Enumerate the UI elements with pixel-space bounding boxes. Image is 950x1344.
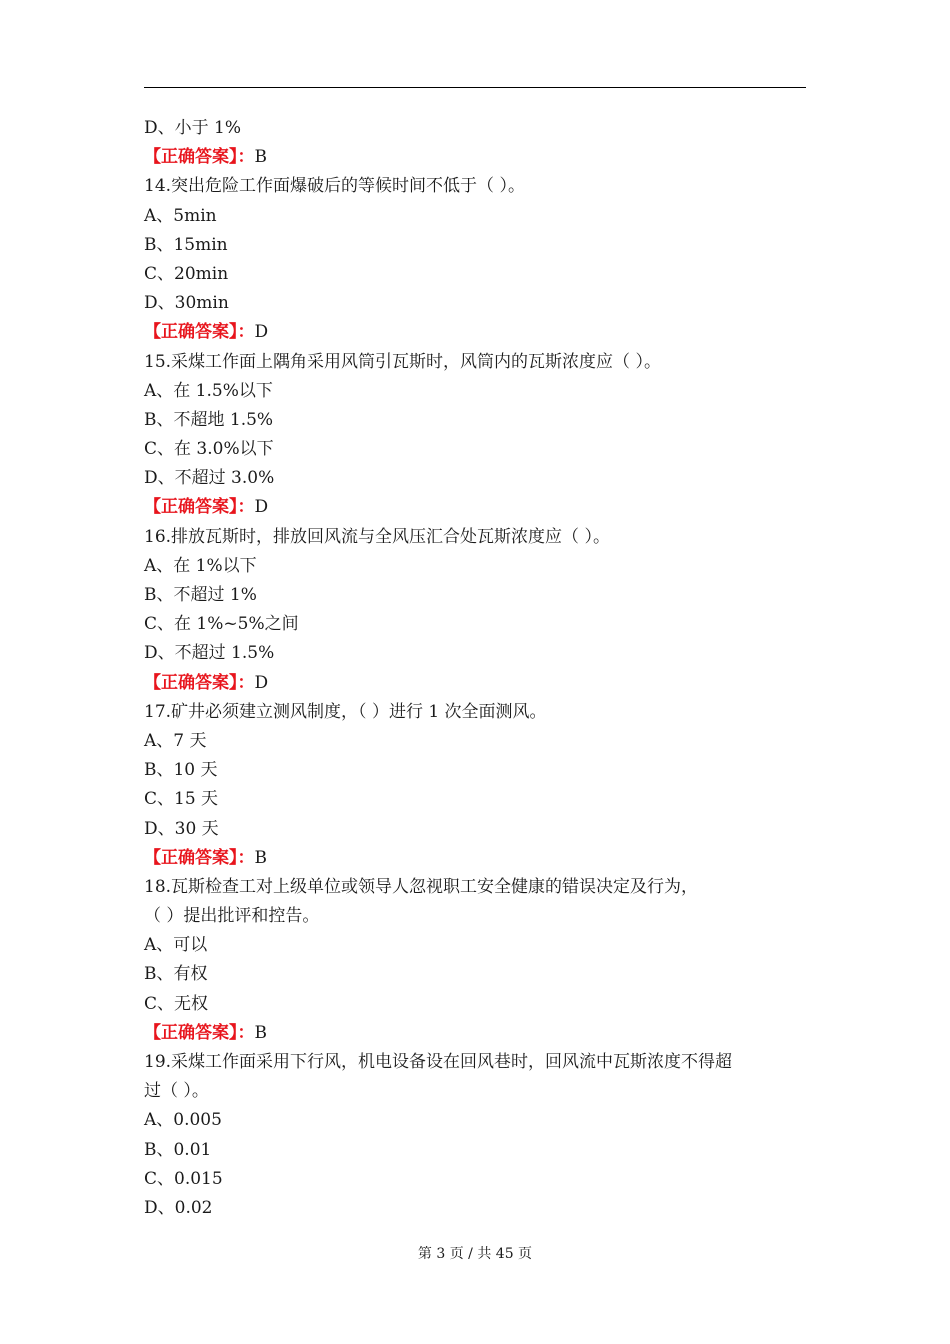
answer-option: D、小于 1%	[144, 118, 242, 138]
answer-label: 【正确答案】：	[144, 847, 255, 868]
answer-value: D	[254, 672, 269, 693]
answer-option: A、0.005	[144, 1110, 222, 1131]
answer-value: B	[254, 1022, 267, 1043]
question-text: 18.瓦斯检查工对上级单位或领导人忽视职工安全健康的错误决定及行为，	[144, 876, 699, 897]
correct-answer-line	[144, 1019, 806, 1048]
question-text: （ ）提出批评和控告。	[144, 906, 320, 927]
answer-option: A、在 1%以下	[144, 555, 257, 576]
answer-option: D、不超过 3.0%	[144, 468, 275, 489]
answer-option: C、0.015	[144, 1168, 223, 1189]
answer-label: 【正确答案】：	[144, 322, 255, 343]
answer-value: B	[254, 147, 267, 168]
answer-option: A、7 天	[144, 730, 207, 751]
answer-option: B、有权	[144, 964, 208, 985]
answer-option: B、0.01	[144, 1139, 212, 1160]
answer-option: D、30 天	[144, 818, 219, 839]
answer-label: 【正确答案】：	[144, 497, 255, 518]
answer-option: C、20min	[144, 263, 229, 284]
answer-option: B、15min	[144, 234, 228, 255]
answer-option: D、30min	[144, 293, 229, 314]
question-text: 19.采煤工作面采用下行风，机电设备设在回风巷时，回风流中瓦斯浓度不得超	[144, 1052, 733, 1072]
answer-option: D、不超过 1.5%	[144, 643, 275, 664]
document-body	[144, 114, 806, 1223]
answer-option: C、在 3.0%以下	[144, 439, 274, 460]
question-text: 过（ ）。	[144, 1081, 209, 1102]
answer-option: D、0.02	[144, 1197, 213, 1218]
answer-label: 【正确答案】：	[144, 147, 255, 168]
answer-value: D	[254, 497, 269, 518]
answer-option: A、在 1.5%以下	[144, 380, 273, 401]
answer-option: C、无权	[144, 993, 209, 1014]
header-rule	[144, 87, 806, 88]
answer-option: C、15 天	[144, 789, 219, 810]
answer-value: D	[254, 322, 269, 343]
answer-option: A、可以	[144, 935, 208, 956]
answer-option: A、5min	[144, 205, 217, 226]
correct-answer-line	[144, 143, 806, 172]
question-text: 17.矿井必须建立测风制度，（ ）进行 1 次全面测风。	[144, 701, 547, 722]
question-text: 14.突出危险工作面爆破后的等候时间不低于（ ）。	[144, 176, 525, 197]
correct-answer-line	[144, 669, 806, 698]
answer-option: B、不超地 1.5%	[144, 409, 274, 430]
answer-option: B、10 天	[144, 760, 218, 781]
answer-option: C、在 1%~5%之间	[144, 614, 299, 635]
question-text: 15.采煤工作面上隅角采用风筒引瓦斯时，风筒内的瓦斯浓度应（ ）。	[144, 351, 661, 372]
answer-label: 【正确答案】：	[144, 672, 255, 693]
question-text: 16.排放瓦斯时，排放回风流与全风压汇合处瓦斯浓度应（ ）。	[144, 526, 610, 547]
correct-answer-line	[144, 844, 806, 873]
answer-label: 【正确答案】：	[144, 1022, 255, 1043]
page-footer: 第 3 页 / 共 45 页	[417, 1246, 533, 1262]
answer-value: B	[254, 847, 267, 868]
correct-answer-line	[144, 493, 806, 522]
answer-option: B、不超过 1%	[144, 585, 257, 605]
correct-answer-line	[144, 318, 806, 347]
